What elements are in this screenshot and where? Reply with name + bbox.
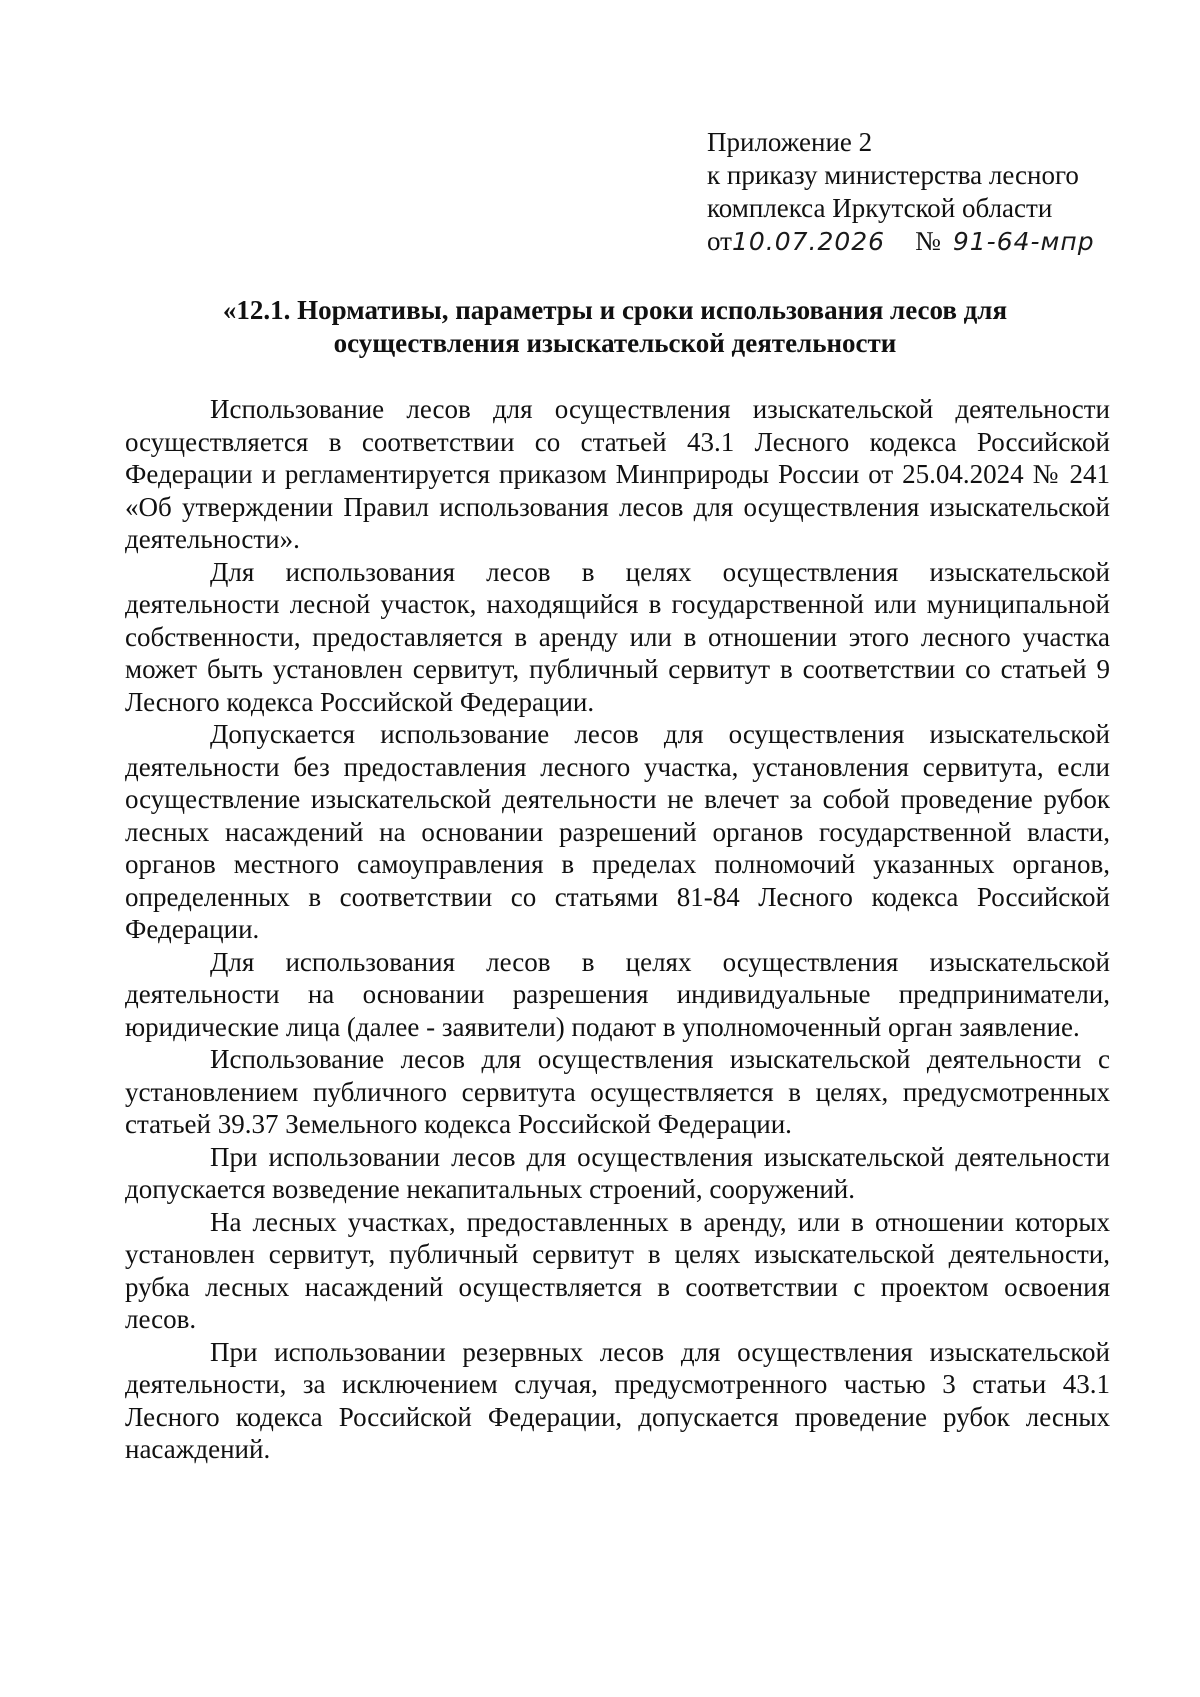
- number-sign: №: [915, 226, 941, 256]
- document-body: [125, 393, 1110, 1466]
- paragraph: При использовании резервных лесов для осуществления изыскательской деятельности, за исключением случая, предусмотренного частью 3 статьи 43.1 Лесного кодекса Российской Федерации, допускается проведение рубок лесных насаждений.: [125, 1336, 1110, 1464]
- section-title-line-2: осуществления изыскательской деятельности: [333, 328, 897, 358]
- date-prefix: от: [707, 226, 732, 256]
- handwritten-date: 10.07.2026: [731, 227, 886, 256]
- appendix-header: [707, 126, 1147, 258]
- appendix-line-2: к приказу министерства лесного: [707, 160, 1079, 190]
- section-title-line-1: «12.1. Нормативы, параметры и сроки использования лесов для: [222, 295, 1008, 325]
- paragraph: Использование лесов для осуществления изыскательской деятельности с установлением публичного сервитута осуществляется в целях, предусмотренных статьей 39.37 Земельного кодекса Российской Федерации.: [125, 1044, 1110, 1139]
- paragraph: На лесных участках, предоставленных в аренду, или в отношении которых установлен сервитут, публичный сервитут в целях изыскательской деятельности, рубка лесных насаждений осуществляется в соответствии с проектом освоения лесов.: [125, 1206, 1110, 1334]
- paragraph: Допускается использование лесов для осуществления изыскательской деятельности без предоставления лесного участка, установления сервитута, если осуществление изыскательской деятельности не влечет за собой проведение рубок лесных насаждений на основании разрешений органов государственной власти, органов местного самоуправления в пределах полномочий указанных органов, определенных в соответствии со статьями 81-84 Лесного кодекса Российской Федерации.: [125, 719, 1110, 944]
- section-title: [125, 294, 1105, 360]
- appendix-date-number-line: [707, 225, 1147, 258]
- handwritten-order-number: 91-64-мпр: [952, 227, 1095, 256]
- paragraph: Для использования лесов в целях осуществления изыскательской деятельности на основании разрешения индивидуальные предприниматели, юридические лица (далее - заявители) подают в уполномоченный орган заявление.: [125, 946, 1110, 1042]
- paragraph: Использование лесов для осуществления изыскательской деятельности осуществляется в соответствии со статьей 43.1 Лесного кодекса Российской Федерации и регламентируется приказом Минприроды России от 25.04.2024 № 241 «Об утверждении Правил использования лесов для осуществления изыскательской деятельности».: [125, 394, 1110, 554]
- appendix-line-1: Приложение 2: [707, 127, 873, 157]
- paragraph: Для использования лесов в целях осуществления изыскательской деятельности лесной участок, находящийся в государственной или муниципальной собственности, предоставляется в аренду или в отношении этого лесного участка может быть установлен сервитут, публичный сервитут в соответствии со статьей 9 Лесного кодекса Российской Федерации.: [125, 556, 1110, 717]
- paragraph: При использовании лесов для осуществления изыскательской деятельности допускается возведение некапитальных строений, сооружений.: [125, 1141, 1110, 1204]
- appendix-line-3: комплекса Иркутской области: [707, 193, 1053, 223]
